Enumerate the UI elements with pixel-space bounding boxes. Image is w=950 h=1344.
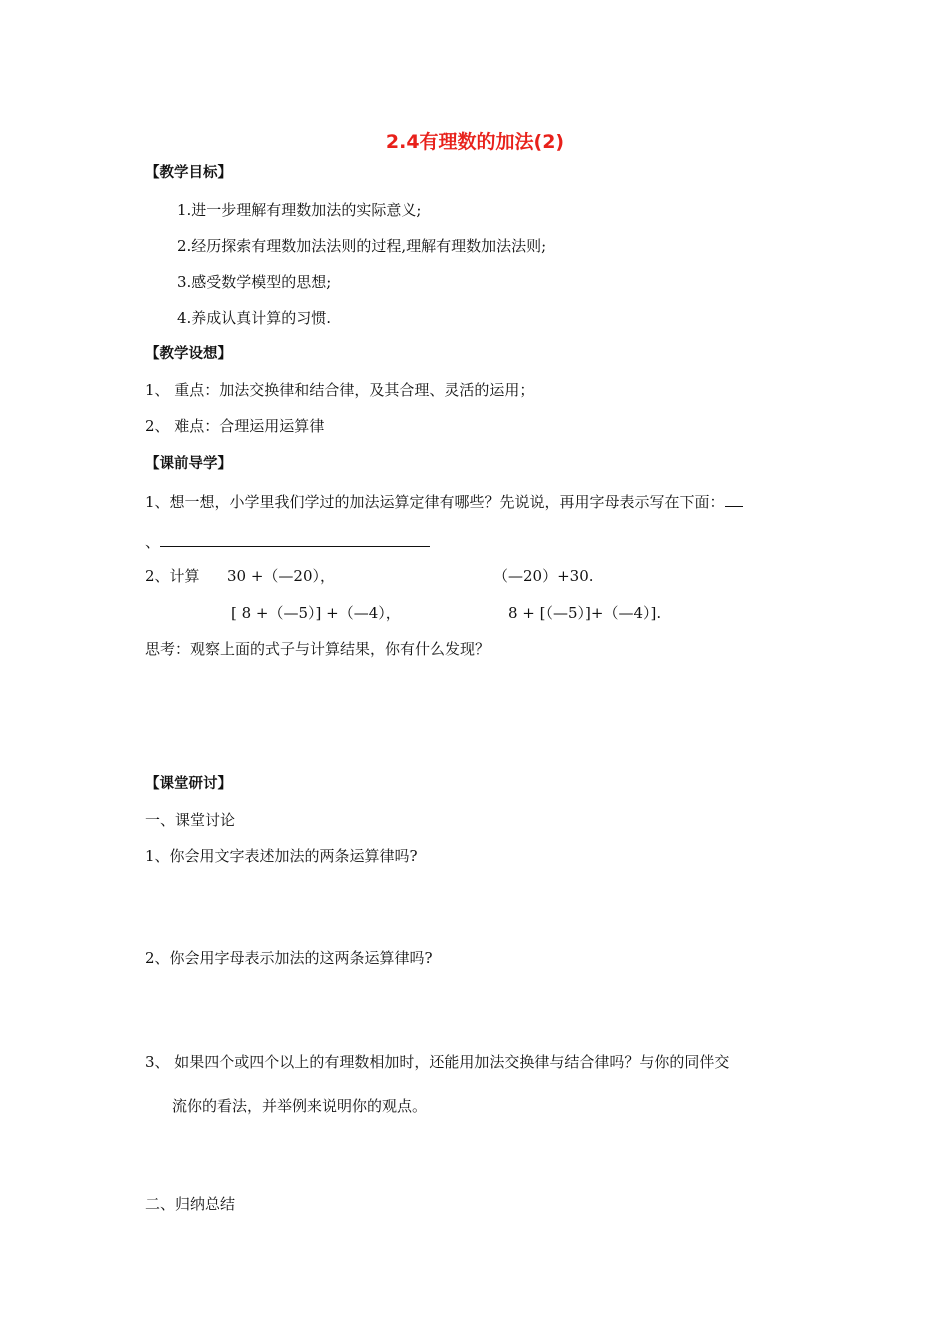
discussion-question-3-continued: 流你的看法，并举例来说明你的观点。 bbox=[172, 1097, 428, 1115]
preview-heading: 【课前导学】 bbox=[145, 456, 232, 472]
preview-question-2-label: 2、计算 bbox=[145, 567, 200, 585]
design-item-difficulty: 2、 难点：合理运用运算律 bbox=[145, 417, 325, 435]
preview-question-1 bbox=[145, 491, 743, 512]
preview-question-1-text: 1、想一想，小学里我们学过的加法运算定律有哪些？先说说，再用字母表示写在下面： bbox=[145, 493, 725, 511]
answer-blank-2[interactable] bbox=[160, 531, 430, 547]
expression-1: 30 +（—20）， bbox=[227, 567, 336, 585]
expression-4: 8 + [（—5）]+（—4）]. bbox=[508, 604, 662, 622]
answer-blank-1[interactable] bbox=[725, 491, 743, 507]
design-item-key-point: 1、 重点：加法交换律和结合律，及其合理、灵活的运用； bbox=[145, 381, 535, 399]
objective-item-3: 3.感受数学模型的思想; bbox=[177, 273, 332, 291]
discussion-question-3: 3、 如果四个或四个以上的有理数相加时，还能用加法交换律与结合律吗？与你的同伴交 bbox=[145, 1053, 730, 1071]
expression-3: [ 8 +（—5）] +（—4）， bbox=[231, 604, 401, 622]
objective-item-2: 2.经历探索有理数加法法则的过程,理解有理数加法法则; bbox=[177, 237, 547, 255]
design-heading: 【教学设想】 bbox=[145, 346, 232, 362]
objective-item-4: 4.养成认真计算的习惯. bbox=[177, 309, 332, 327]
expression-2: （—20）+30. bbox=[493, 567, 594, 585]
think-prompt: 思考：观察上面的式子与计算结果，你有什么发现？ bbox=[145, 640, 491, 658]
discussion-question-1: 1、你会用文字表述加法的两条运算律吗? bbox=[145, 847, 418, 865]
objectives-heading: 【教学目标】 bbox=[145, 165, 232, 181]
discussion-question-2: 2、你会用字母表示加法的这两条运算律吗? bbox=[145, 949, 433, 967]
discussion-part-2: 二、归纳总结 bbox=[145, 1195, 236, 1213]
page-title: 2.4有理数的加法(2) bbox=[385, 131, 565, 153]
discussion-part-1: 一、课堂讨论 bbox=[145, 811, 236, 829]
discussion-heading: 【课堂研讨】 bbox=[145, 776, 232, 792]
preview-question-1-cont-text: 、 bbox=[145, 533, 161, 551]
objective-item-1: 1.进一步理解有理数加法的实际意义; bbox=[177, 201, 422, 219]
preview-question-1-continued bbox=[145, 531, 430, 552]
